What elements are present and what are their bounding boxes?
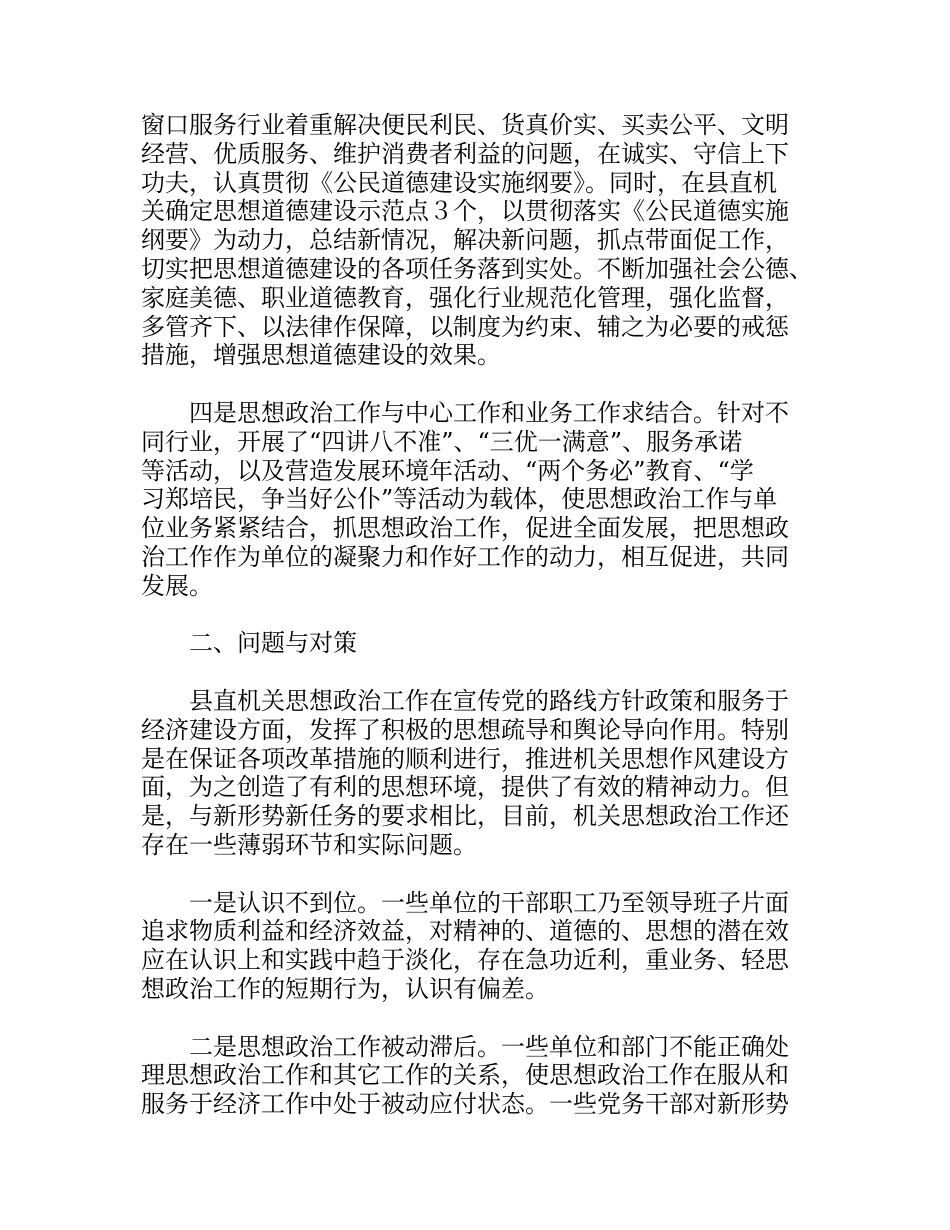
text-line: 窗口服务行业着重解决便民利民、货真价实、买卖公平、文明 xyxy=(141,111,789,139)
paragraph xyxy=(141,399,831,601)
text-line: 一是认识不到位。一些单位的干部职工乃至领导班子片面 xyxy=(189,888,789,917)
text-line: 四是思想政治工作与中心工作和业务工作求结合。针对不 xyxy=(189,398,789,427)
paragraph-gap xyxy=(141,1004,831,1033)
text-line: 想政治工作的短期行为，认识有偏差。 xyxy=(141,974,549,1003)
text-line: 切实把思想道德建设的各项任务落到实处。不断加强社会公德、 xyxy=(141,254,813,283)
heading-text: 二、问题与对策 xyxy=(189,629,357,658)
paragraph-gap xyxy=(141,370,831,399)
document-body xyxy=(141,111,831,1119)
text-line: 发展。 xyxy=(141,571,213,600)
paragraph xyxy=(141,1033,831,1119)
text-line: 纲要》为动力，总结新情况，解决新问题，抓点带面促工作， xyxy=(141,226,789,255)
text-line: 措施，增强思想道德建设的效果。 xyxy=(141,341,501,370)
text-line: 治工作作为单位的凝聚力和作好工作的动力，相互促进，共同 xyxy=(141,542,789,571)
text-line: 家庭美德、职业道德教育，强化行业规范化管理，强化监督， xyxy=(141,283,789,312)
paragraph xyxy=(141,687,831,860)
text-line: 习郑培民，争当好公仆”等活动为载体，使思想政治工作与单 xyxy=(141,485,778,514)
section-heading xyxy=(141,629,831,658)
text-line: 应在认识上和实践中趋于淡化，存在急功近利，重业务、轻思 xyxy=(141,946,789,975)
text-line: 功夫，认真贯彻《公民道德建设实施纲要》。同时，在县直机 xyxy=(141,168,777,197)
text-line: 二是思想政治工作被动滞后。一些单位和部门不能正确处 xyxy=(189,1032,789,1061)
text-line: 追求物质利益和经济效益，对精神的、道德的、思想的潜在效 xyxy=(141,917,789,946)
text-line: 存在一些薄弱环节和实际问题。 xyxy=(141,830,477,859)
text-line: 同行业，开展了“四讲八不准”、“三优一满意”、服务承诺 xyxy=(141,427,743,456)
paragraph-gap xyxy=(141,658,831,687)
text-line: 服务于经济工作中处于被动应付状态。一些党务干部对新形势 xyxy=(141,1090,789,1119)
text-line: 位业务紧紧结合，抓思想政治工作，促进全面发展，把思想政 xyxy=(141,514,789,543)
paragraph-gap xyxy=(141,601,831,630)
text-line: 多管齐下、以法律作保障，以制度为约束、辅之为必要的戒惩 xyxy=(141,312,789,341)
text-line: 是，与新形势新任务的要求相比，目前，机关思想政治工作还 xyxy=(141,802,789,831)
text-line: 等活动，以及营造发展环境年活动、“两个务必”教育、“学 xyxy=(141,456,754,485)
paragraph xyxy=(141,889,831,1004)
text-line: 理思想政治工作和其它工作的关系，使思想政治工作在服从和 xyxy=(141,1061,789,1090)
text-line: 县直机关思想政治工作在宣传党的路线方针政策和服务于 xyxy=(189,686,789,715)
text-line: 经济建设方面，发挥了积极的思想疏导和舆论导向作用。特别 xyxy=(141,715,789,744)
text-line: 是在保证各项改革措施的顺利进行，推进机关思想作风建设方 xyxy=(141,744,789,773)
text-line: 经营、优质服务、维护消费者利益的问题，在诚实、守信上下 xyxy=(141,139,789,168)
paragraph xyxy=(141,111,831,370)
text-line: 面，为之创造了有利的思想环境，提供了有效的精神动力。但 xyxy=(141,773,789,802)
paragraph-gap xyxy=(141,860,831,889)
text-line: 关确定思想道德建设示范点３个，以贯彻落实《公民道德实施 xyxy=(141,197,789,226)
